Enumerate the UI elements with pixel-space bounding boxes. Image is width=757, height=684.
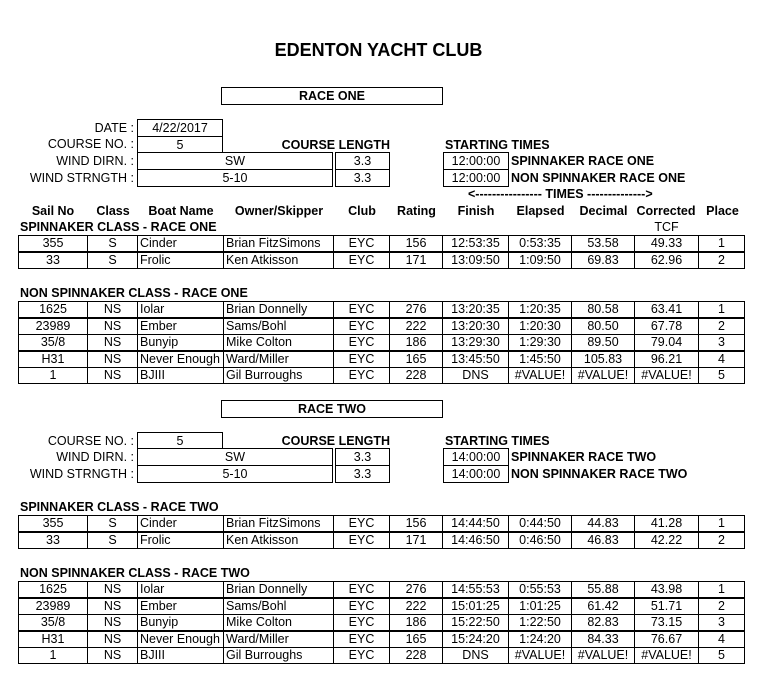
cell-corrected: #VALUE! bbox=[634, 647, 699, 664]
wind-dirn-value: SW bbox=[224, 154, 246, 168]
cell-place: 1 bbox=[698, 515, 745, 532]
cell-owner: Gil Burroughs bbox=[223, 647, 334, 664]
wind-dirn-length: 3.3 bbox=[353, 154, 372, 168]
cell-elapsed: 1:24:20 bbox=[508, 631, 572, 648]
cell-corrected: 96.21 bbox=[634, 351, 699, 368]
course-length-label: COURSE LENGTH bbox=[281, 138, 390, 152]
section-title: NON SPINNAKER CLASS - RACE ONE bbox=[20, 286, 248, 300]
cell-decimal: 44.83 bbox=[571, 515, 635, 532]
cell-elapsed: 1:20:35 bbox=[508, 301, 572, 318]
cell-decimal: 61.42 bbox=[571, 598, 635, 615]
cell-corrected: #VALUE! bbox=[634, 367, 699, 384]
cell-rating: 165 bbox=[389, 351, 443, 368]
section-title: SPINNAKER CLASS - RACE TWO bbox=[20, 500, 219, 514]
cell-sail-no: 35/8 bbox=[18, 334, 88, 351]
cell-sail-no: 355 bbox=[18, 515, 88, 532]
cell-boat-name: Bunyip bbox=[137, 334, 224, 351]
cell-rating: 156 bbox=[389, 515, 443, 532]
cell-decimal: 53.58 bbox=[571, 235, 635, 252]
cell-elapsed: 1:29:30 bbox=[508, 334, 572, 351]
col-class: Class bbox=[96, 204, 130, 218]
cell-finish: 13:09:50 bbox=[442, 252, 509, 269]
cell-owner: Sams/Bohl bbox=[223, 318, 334, 335]
cell-decimal: 69.83 bbox=[571, 252, 635, 269]
race-two-heading: RACE TWO bbox=[297, 402, 367, 416]
cell-boat-name: Never Enough bbox=[137, 631, 224, 648]
cell-boat-name: Iolar bbox=[137, 581, 224, 598]
cell-sail-no: 35/8 bbox=[18, 614, 88, 631]
cell-owner: Mike Colton bbox=[223, 334, 334, 351]
wind-strngth-value: 5-10 bbox=[222, 467, 248, 481]
start2-time: 12:00:00 bbox=[451, 171, 501, 185]
cell-elapsed: 1:20:30 bbox=[508, 318, 572, 335]
cell-rating: 171 bbox=[389, 532, 443, 549]
cell-sail-no: 33 bbox=[18, 252, 88, 269]
cell-club: EYC bbox=[333, 614, 390, 631]
cell-boat-name: BJIII bbox=[137, 647, 224, 664]
cell-rating: 222 bbox=[389, 598, 443, 615]
cell-rating: 228 bbox=[389, 647, 443, 664]
wind-dirn-label: WIND DIRN. : bbox=[56, 450, 134, 464]
cell-rating: 276 bbox=[389, 301, 443, 318]
cell-corrected: 62.96 bbox=[634, 252, 699, 269]
wind-strngth-label: WIND STRNGTH : bbox=[29, 467, 134, 481]
cell-class: S bbox=[87, 252, 138, 269]
col-corrected: Corrected bbox=[636, 204, 696, 218]
col-rating: Rating bbox=[397, 204, 436, 218]
cell-class: NS bbox=[87, 318, 138, 335]
cell-decimal: #VALUE! bbox=[571, 367, 635, 384]
cell-finish: 15:01:25 bbox=[442, 598, 509, 615]
cell-sail-no: 355 bbox=[18, 235, 88, 252]
cell-class: NS bbox=[87, 581, 138, 598]
cell-class: NS bbox=[87, 334, 138, 351]
cell-decimal: 84.33 bbox=[571, 631, 635, 648]
cell-owner: Brian Donnelly bbox=[223, 581, 334, 598]
cell-class: NS bbox=[87, 647, 138, 664]
col-tcf: TCF bbox=[654, 220, 679, 234]
cell-club: EYC bbox=[333, 235, 390, 252]
cell-owner: Brian FitzSimons bbox=[223, 235, 334, 252]
cell-owner: Ward/Miller bbox=[223, 631, 334, 648]
cell-finish: 12:53:35 bbox=[442, 235, 509, 252]
cell-club: EYC bbox=[333, 647, 390, 664]
cell-elapsed: 0:55:53 bbox=[508, 581, 572, 598]
cell-corrected: 79.04 bbox=[634, 334, 699, 351]
cell-sail-no: 1625 bbox=[18, 301, 88, 318]
wind-strngth-value: 5-10 bbox=[222, 171, 248, 185]
col-finish: Finish bbox=[457, 204, 495, 218]
cell-club: EYC bbox=[333, 252, 390, 269]
cell-sail-no: 33 bbox=[18, 532, 88, 549]
cell-owner: Brian Donnelly bbox=[223, 301, 334, 318]
cell-club: EYC bbox=[333, 515, 390, 532]
cell-decimal: 80.50 bbox=[571, 318, 635, 335]
cell-class: S bbox=[87, 235, 138, 252]
cell-place: 1 bbox=[698, 301, 745, 318]
cell-boat-name: Bunyip bbox=[137, 614, 224, 631]
course-no-label: COURSE NO. : bbox=[47, 434, 134, 448]
cell-place: 1 bbox=[698, 581, 745, 598]
wind-strngth-length: 3.3 bbox=[353, 171, 372, 185]
start2-time: 14:00:00 bbox=[451, 467, 501, 481]
cell-boat-name: Never Enough bbox=[137, 351, 224, 368]
cell-sail-no: 23989 bbox=[18, 318, 88, 335]
section-title: SPINNAKER CLASS - RACE ONE bbox=[20, 220, 217, 234]
start1-time: 14:00:00 bbox=[451, 450, 501, 464]
cell-place: 2 bbox=[698, 598, 745, 615]
col-sail-no: Sail No bbox=[31, 204, 75, 218]
cell-class: NS bbox=[87, 631, 138, 648]
cell-club: EYC bbox=[333, 581, 390, 598]
cell-elapsed: #VALUE! bbox=[508, 647, 572, 664]
cell-place: 1 bbox=[698, 235, 745, 252]
cell-finish: 13:29:30 bbox=[442, 334, 509, 351]
cell-decimal: 82.83 bbox=[571, 614, 635, 631]
wind-dirn-label: WIND DIRN. : bbox=[56, 154, 134, 168]
cell-class: S bbox=[87, 532, 138, 549]
cell-elapsed: #VALUE! bbox=[508, 367, 572, 384]
date-label: DATE : bbox=[94, 121, 134, 135]
cell-club: EYC bbox=[333, 367, 390, 384]
cell-corrected: 51.71 bbox=[634, 598, 699, 615]
cell-class: NS bbox=[87, 614, 138, 631]
col-club: Club bbox=[348, 204, 376, 218]
col-decimal: Decimal bbox=[579, 204, 628, 218]
cell-elapsed: 1:22:50 bbox=[508, 614, 572, 631]
cell-place: 5 bbox=[698, 367, 745, 384]
cell-owner: Gil Burroughs bbox=[223, 367, 334, 384]
cell-sail-no: 1 bbox=[18, 367, 88, 384]
cell-finish: 13:45:50 bbox=[442, 351, 509, 368]
cell-club: EYC bbox=[333, 301, 390, 318]
cell-sail-no: 23989 bbox=[18, 598, 88, 615]
cell-boat-name: BJIII bbox=[137, 367, 224, 384]
start1-label: SPINNAKER RACE ONE bbox=[511, 154, 655, 168]
cell-corrected: 43.98 bbox=[634, 581, 699, 598]
cell-sail-no: 1 bbox=[18, 647, 88, 664]
cell-rating: 228 bbox=[389, 367, 443, 384]
cell-finish: 13:20:30 bbox=[442, 318, 509, 335]
cell-rating: 165 bbox=[389, 631, 443, 648]
cell-owner: Mike Colton bbox=[223, 614, 334, 631]
cell-place: 2 bbox=[698, 318, 745, 335]
course-no-label: COURSE NO. : bbox=[47, 137, 134, 151]
cell-club: EYC bbox=[333, 318, 390, 335]
cell-place: 5 bbox=[698, 647, 745, 664]
page-title: EDENTON YACHT CLUB bbox=[274, 40, 483, 60]
col-place: Place bbox=[706, 204, 739, 218]
cell-club: EYC bbox=[333, 351, 390, 368]
cell-decimal: 105.83 bbox=[571, 351, 635, 368]
cell-boat-name: Iolar bbox=[137, 301, 224, 318]
cell-club: EYC bbox=[333, 598, 390, 615]
cell-place: 2 bbox=[698, 532, 745, 549]
cell-rating: 186 bbox=[389, 614, 443, 631]
cell-rating: 156 bbox=[389, 235, 443, 252]
cell-corrected: 73.15 bbox=[634, 614, 699, 631]
cell-decimal: #VALUE! bbox=[571, 647, 635, 664]
cell-class: S bbox=[87, 515, 138, 532]
date-value: 4/22/2017 bbox=[152, 121, 208, 135]
cell-elapsed: 0:44:50 bbox=[508, 515, 572, 532]
cell-place: 2 bbox=[698, 252, 745, 269]
cell-owner: Sams/Bohl bbox=[223, 598, 334, 615]
cell-sail-no: H31 bbox=[18, 351, 88, 368]
cell-decimal: 80.58 bbox=[571, 301, 635, 318]
cell-place: 4 bbox=[698, 351, 745, 368]
course-no-value: 5 bbox=[176, 138, 184, 152]
col-elapsed: Elapsed bbox=[516, 204, 565, 218]
cell-club: EYC bbox=[333, 631, 390, 648]
cell-owner: Ken Atkisson bbox=[223, 252, 334, 269]
course-no-value: 5 bbox=[176, 434, 184, 448]
cell-place: 3 bbox=[698, 614, 745, 631]
cell-corrected: 76.67 bbox=[634, 631, 699, 648]
wind-strngth-label: WIND STRNGTH : bbox=[29, 171, 134, 185]
cell-finish: DNS bbox=[442, 367, 509, 384]
col-boat-name: Boat Name bbox=[148, 204, 214, 218]
cell-finish: 13:20:35 bbox=[442, 301, 509, 318]
cell-place: 4 bbox=[698, 631, 745, 648]
cell-class: NS bbox=[87, 351, 138, 368]
cell-boat-name: Cinder bbox=[137, 515, 224, 532]
cell-owner: Brian FitzSimons bbox=[223, 515, 334, 532]
starting-times-label: STARTING TIMES bbox=[445, 434, 550, 448]
wind-strngth-length: 3.3 bbox=[353, 467, 372, 481]
wind-dirn-value: SW bbox=[224, 450, 246, 464]
cell-elapsed: 1:01:25 bbox=[508, 598, 572, 615]
course-length-label: COURSE LENGTH bbox=[281, 434, 390, 448]
cell-boat-name: Ember bbox=[137, 318, 224, 335]
cell-owner: Ken Atkisson bbox=[223, 532, 334, 549]
cell-corrected: 63.41 bbox=[634, 301, 699, 318]
cell-finish: DNS bbox=[442, 647, 509, 664]
cell-owner: Ward/Miller bbox=[223, 351, 334, 368]
cell-place: 3 bbox=[698, 334, 745, 351]
start1-time: 12:00:00 bbox=[451, 154, 501, 168]
col-owner: Owner/Skipper bbox=[234, 204, 324, 218]
cell-finish: 15:24:20 bbox=[442, 631, 509, 648]
cell-corrected: 42.22 bbox=[634, 532, 699, 549]
cell-boat-name: Frolic bbox=[137, 252, 224, 269]
cell-boat-name: Ember bbox=[137, 598, 224, 615]
start2-label: NON SPINNAKER RACE ONE bbox=[511, 171, 686, 185]
cell-elapsed: 1:45:50 bbox=[508, 351, 572, 368]
cell-elapsed: 0:53:35 bbox=[508, 235, 572, 252]
cell-elapsed: 0:46:50 bbox=[508, 532, 572, 549]
start2-label: NON SPINNAKER RACE TWO bbox=[511, 467, 688, 481]
cell-decimal: 89.50 bbox=[571, 334, 635, 351]
cell-rating: 276 bbox=[389, 581, 443, 598]
cell-finish: 14:46:50 bbox=[442, 532, 509, 549]
cell-sail-no: 1625 bbox=[18, 581, 88, 598]
cell-class: NS bbox=[87, 598, 138, 615]
times-banner: <---------------- TIMES --------------> bbox=[468, 187, 653, 201]
cell-decimal: 55.88 bbox=[571, 581, 635, 598]
starting-times-label: STARTING TIMES bbox=[445, 138, 550, 152]
cell-finish: 14:55:53 bbox=[442, 581, 509, 598]
cell-rating: 171 bbox=[389, 252, 443, 269]
cell-rating: 186 bbox=[389, 334, 443, 351]
cell-finish: 15:22:50 bbox=[442, 614, 509, 631]
cell-class: NS bbox=[87, 301, 138, 318]
start1-label: SPINNAKER RACE TWO bbox=[511, 450, 657, 464]
cell-boat-name: Cinder bbox=[137, 235, 224, 252]
cell-club: EYC bbox=[333, 334, 390, 351]
cell-rating: 222 bbox=[389, 318, 443, 335]
section-title: NON SPINNAKER CLASS - RACE TWO bbox=[20, 566, 250, 580]
wind-dirn-length: 3.3 bbox=[353, 450, 372, 464]
cell-decimal: 46.83 bbox=[571, 532, 635, 549]
cell-club: EYC bbox=[333, 532, 390, 549]
cell-finish: 14:44:50 bbox=[442, 515, 509, 532]
cell-sail-no: H31 bbox=[18, 631, 88, 648]
cell-elapsed: 1:09:50 bbox=[508, 252, 572, 269]
cell-corrected: 67.78 bbox=[634, 318, 699, 335]
cell-class: NS bbox=[87, 367, 138, 384]
cell-boat-name: Frolic bbox=[137, 532, 224, 549]
cell-corrected: 49.33 bbox=[634, 235, 699, 252]
race-one-heading: RACE ONE bbox=[299, 89, 365, 103]
cell-corrected: 41.28 bbox=[634, 515, 699, 532]
